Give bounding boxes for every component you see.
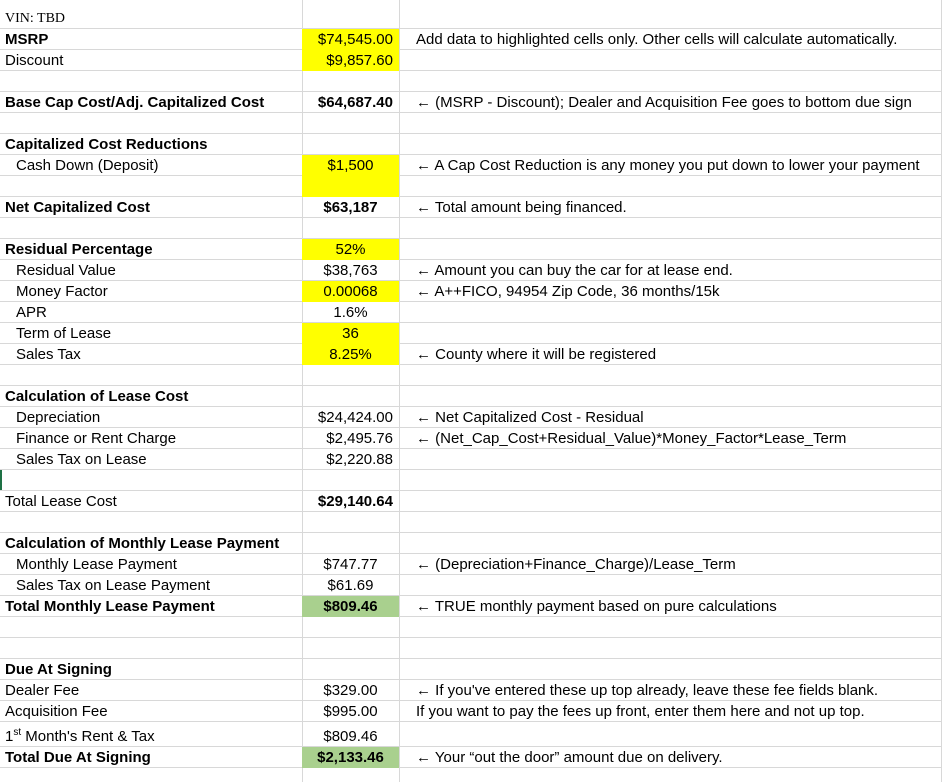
row-money-factor (0, 281, 942, 302)
money-factor-note[interactable]: ← A++FICO, 94954 Zip Code, 36 months/15k (416, 283, 720, 300)
residual-value-note[interactable]: ← Amount you can buy the car for at lease end. (416, 262, 733, 279)
cash-down-cell-extra[interactable] (302, 176, 399, 197)
row-apr (0, 302, 942, 323)
row-total-monthly (0, 596, 942, 617)
row-empty (0, 71, 942, 92)
monthly-payment-label[interactable]: Monthly Lease Payment (16, 556, 177, 573)
row-residual-pct (0, 239, 942, 260)
discount-label[interactable]: Discount (5, 52, 64, 69)
row-sales-tax-payment (0, 575, 942, 596)
row-total-due (0, 747, 942, 768)
row-vin (0, 8, 942, 29)
row-due-signing (0, 659, 942, 680)
term-label[interactable]: Term of Lease (16, 325, 112, 342)
total-due-note[interactable]: ← Your “out the door” amount due on delivery. (416, 749, 723, 766)
acq-fee-note[interactable]: If you want to pay the fees up front, enter them here and not up top. (416, 703, 865, 720)
first-month-label[interactable]: 1st Month's Rent & Tax (5, 727, 155, 745)
base-cap-note[interactable]: ← (MSRP - Discount); Dealer and Acquisition Fee goes to bottom due sign (416, 94, 912, 111)
residual-pct-label[interactable]: Residual Percentage (5, 241, 153, 258)
calc-monthly-heading[interactable]: Calculation of Monthly Lease Payment (5, 535, 280, 552)
sales-tax-note[interactable]: ← County where it will be registered (416, 346, 657, 363)
acq-fee-label[interactable]: Acquisition Fee (5, 703, 108, 720)
sales-tax-cell[interactable]: 8.25% (302, 344, 399, 365)
total-monthly-label[interactable]: Total Monthly Lease Payment (5, 598, 215, 615)
cash-down-note[interactable]: ← A Cap Cost Reduction is any money you put down to lower your payment (416, 157, 920, 174)
residual-value-label[interactable]: Residual Value (16, 262, 116, 279)
row-residual-value (0, 260, 942, 281)
cash-down-label[interactable]: Cash Down (Deposit) (16, 157, 159, 174)
row-net-cap (0, 197, 942, 218)
row-monthly-payment (0, 554, 942, 575)
row-sales-tax-lease (0, 449, 942, 470)
depreciation-label[interactable]: Depreciation (16, 409, 101, 426)
row-empty (0, 218, 942, 239)
base-cap-cell[interactable]: $64,687.40 (317, 94, 393, 111)
net-cap-label[interactable]: Net Capitalized Cost (5, 199, 151, 216)
msrp-cell[interactable]: $74,545.00 (302, 29, 399, 50)
total-lease-cost-label[interactable]: Total Lease Cost (5, 493, 117, 510)
row-finance-charge (0, 428, 942, 449)
finance-charge-label[interactable]: Finance or Rent Charge (16, 430, 177, 447)
cash-down-cell[interactable]: $1,500 (302, 155, 399, 176)
sales-tax-payment-cell[interactable]: $61.69 (327, 577, 374, 594)
net-cap-cell[interactable]: $63,187 (323, 199, 378, 216)
row-calc-lease-cost (0, 386, 942, 407)
total-due-cell[interactable]: $2,133.46 (302, 747, 399, 768)
row-empty (0, 176, 942, 197)
row-dealer-fee (0, 680, 942, 701)
row-calc-monthly (0, 533, 942, 554)
row-discount (0, 50, 942, 71)
row-term (0, 323, 942, 344)
finance-charge-note[interactable]: ← (Net_Cap_Cost+Residual_Value)*Money_Factor*Lease_Term (416, 430, 847, 447)
msrp-label[interactable]: MSRP (5, 31, 49, 48)
base-cap-label[interactable]: Base Cap Cost/Adj. Capitalized Cost (5, 94, 265, 111)
apr-label[interactable]: APR (16, 304, 47, 321)
total-due-label[interactable]: Total Due At Signing (5, 749, 151, 766)
money-factor-cell[interactable]: 0.00068 (302, 281, 399, 302)
money-factor-label[interactable]: Money Factor (16, 283, 108, 300)
row-empty (0, 617, 942, 638)
vin-label[interactable]: VIN: TBD (5, 11, 66, 26)
term-cell[interactable]: 36 (302, 323, 399, 344)
row-first-month (0, 724, 942, 747)
total-monthly-note[interactable]: ← TRUE monthly payment based on pure calculations (416, 598, 777, 615)
sales-tax-lease-cell[interactable]: $2,220.88 (326, 451, 393, 468)
first-month-cell[interactable]: $809.46 (323, 728, 378, 745)
depreciation-note[interactable]: ← Net Capitalized Cost - Residual (416, 409, 644, 426)
monthly-payment-note[interactable]: ← (Depreciation+Finance_Charge)/Lease_Term (416, 556, 736, 573)
dealer-fee-label[interactable]: Dealer Fee (5, 682, 80, 699)
row-empty (0, 512, 942, 533)
row-sales-tax (0, 344, 942, 365)
row-depreciation (0, 407, 942, 428)
row-total-lease-cost (0, 491, 942, 512)
row-empty (0, 365, 942, 386)
finance-charge-cell[interactable]: $2,495.76 (326, 430, 393, 447)
row-empty (0, 470, 942, 491)
due-signing-heading[interactable]: Due At Signing (5, 661, 112, 678)
acq-fee-cell[interactable]: $995.00 (323, 703, 378, 720)
sales-tax-label[interactable]: Sales Tax (16, 346, 81, 363)
net-cap-note[interactable]: ← Total amount being financed. (416, 199, 627, 216)
sales-tax-payment-label[interactable]: Sales Tax on Lease Payment (16, 577, 211, 594)
row-base-cap (0, 92, 942, 113)
total-lease-cost-cell[interactable]: $29,140.64 (317, 493, 393, 510)
apr-cell[interactable]: 1.6% (333, 304, 368, 321)
calc-lease-cost-heading[interactable]: Calculation of Lease Cost (5, 388, 189, 405)
depreciation-cell[interactable]: $24,424.00 (317, 409, 393, 426)
row-empty (0, 638, 942, 659)
row-msrp (0, 29, 942, 50)
residual-pct-cell[interactable]: 52% (302, 239, 399, 260)
sales-tax-lease-label[interactable]: Sales Tax on Lease (16, 451, 147, 468)
row-empty (0, 113, 942, 134)
dealer-fee-note[interactable]: ← If you've entered these up top already, leave these fee fields blank. (416, 682, 879, 699)
cap-reductions-heading[interactable]: Capitalized Cost Reductions (5, 136, 208, 153)
row-cash-down (0, 155, 942, 176)
row-cap-reductions (0, 134, 942, 155)
row-acq-fee (0, 701, 942, 722)
dealer-fee-cell[interactable]: $329.00 (323, 682, 378, 699)
monthly-payment-cell[interactable]: $747.77 (323, 556, 378, 573)
msrp-note[interactable]: Add data to highlighted cells only. Other cells will calculate automatically. (416, 31, 898, 48)
residual-value-cell[interactable]: $38,763 (323, 262, 378, 279)
total-monthly-cell[interactable]: $809.46 (302, 596, 399, 617)
discount-cell[interactable]: $9,857.60 (302, 50, 399, 71)
